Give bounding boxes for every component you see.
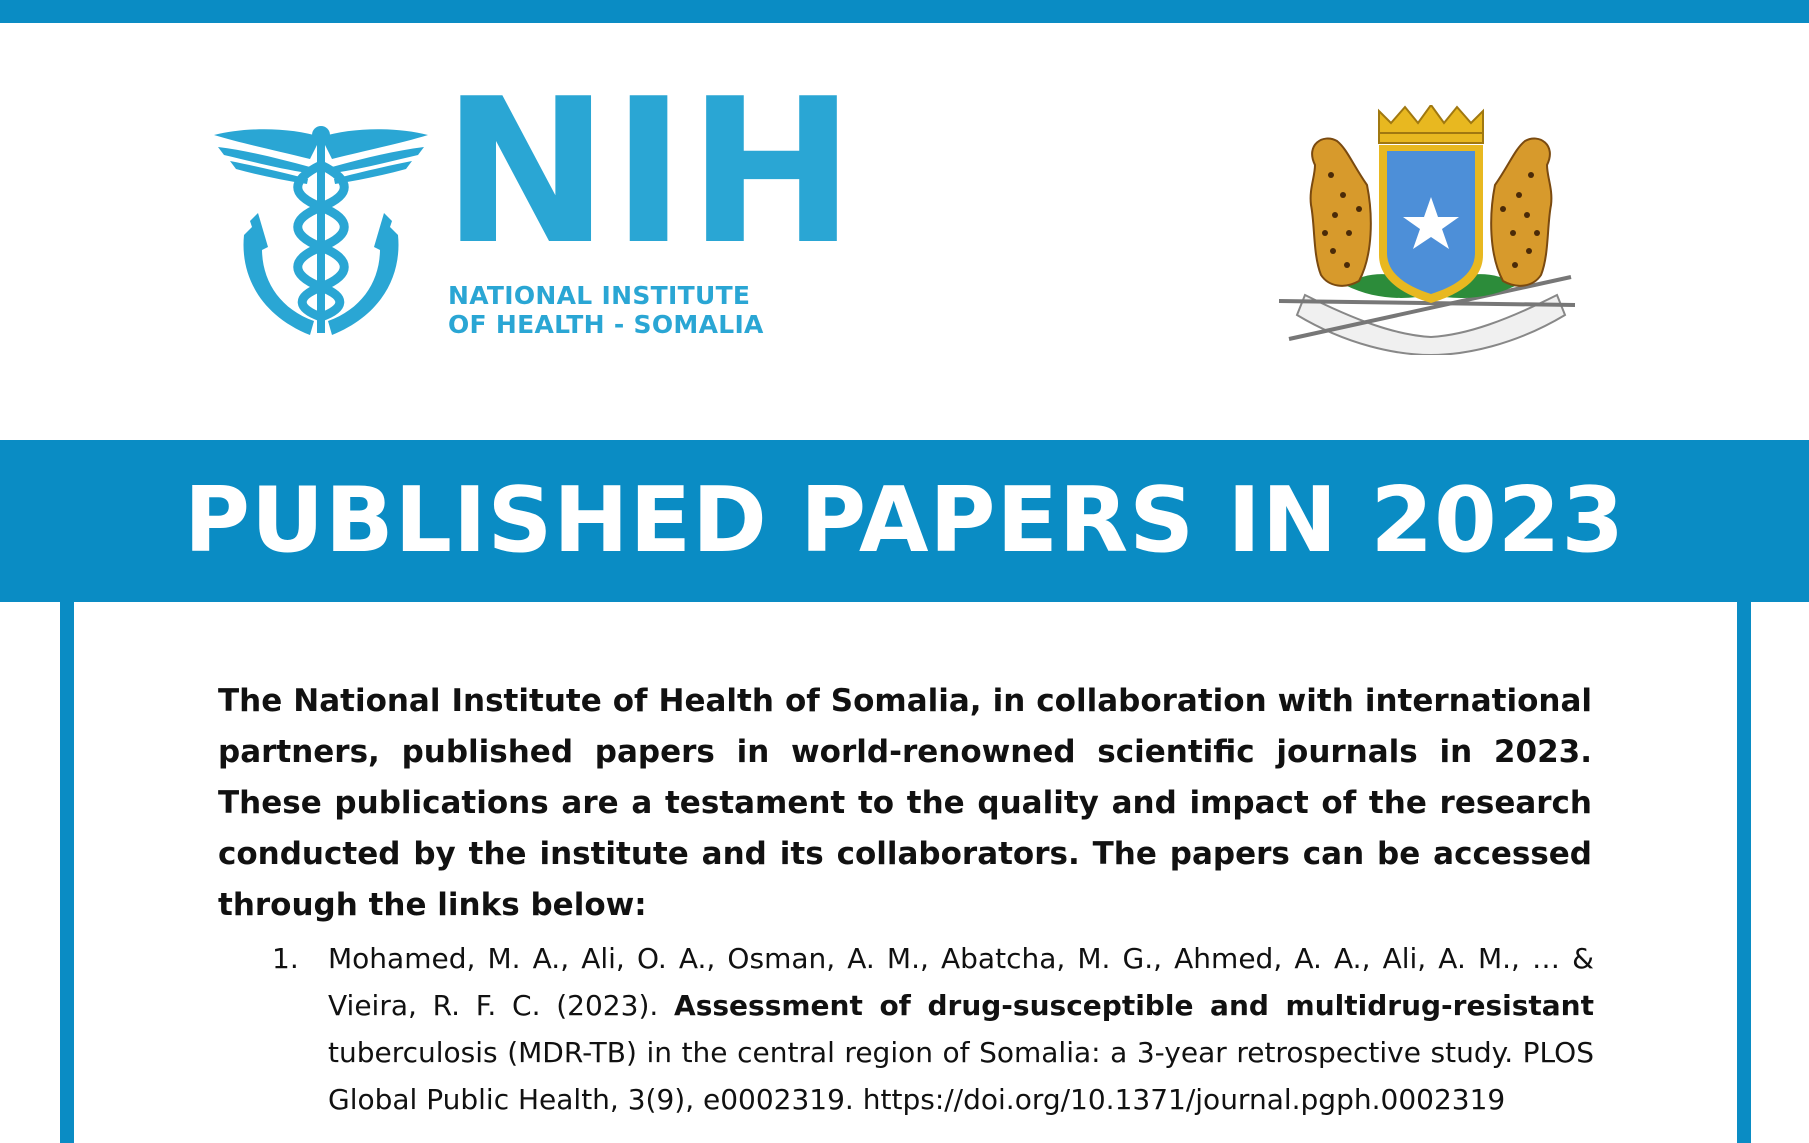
- paper-list: [272, 935, 1594, 1123]
- somalia-coat-of-arms-icon: [1275, 105, 1587, 355]
- top-accent-stripe: [0, 0, 1809, 23]
- paper-number: 1.: [272, 942, 299, 975]
- paper-title-continued: tuberculosis (MDR-TB) in the central region of Somalia: a 3-year retrospective study.: [328, 1036, 1514, 1069]
- frame-left-border: [60, 602, 74, 1143]
- nih-logo: [210, 56, 858, 345]
- page-title: PUBLISHED PAPERS IN 2023: [183, 468, 1626, 573]
- caduceus-hands-icon: [210, 125, 432, 345]
- nih-logo-letters: NIH: [442, 56, 858, 289]
- nih-logo-subtitle: [448, 281, 764, 339]
- intro-paragraph: The National Institute of Health of Somalia, in collaboration with international partners, published papers in world-renowned scientific journals in 2023. These publications are a testament to the quality and impact of the research conducted by the institute and its collaborators. The papers can be accessed through the links below:: [218, 683, 1592, 923]
- paper-doi-link[interactable]: https://doi.org/10.1371/journal.pgph.0002319: [862, 1083, 1506, 1116]
- frame-right-border: [1737, 602, 1751, 1143]
- paper-journal: PLOS Global Public Health, 3(9), e0002319.: [328, 1036, 1594, 1116]
- paper-item: [272, 935, 1594, 1123]
- paper-title: Assessment of drug-susceptible and multidrug-resistant: [674, 989, 1594, 1022]
- paper-authors: Mohamed, M. A., Ali, O. A., Osman, A. M., Abatcha, M. G., Ahmed, A. A., Ali, A. M., … & Vieira, R. F. C. (2023).: [328, 942, 1594, 1022]
- nih-subtitle-line-2: OF HEALTH - SOMALIA: [448, 310, 764, 339]
- title-band: [0, 440, 1809, 602]
- nih-subtitle-line-1: NATIONAL INSTITUTE: [448, 281, 751, 310]
